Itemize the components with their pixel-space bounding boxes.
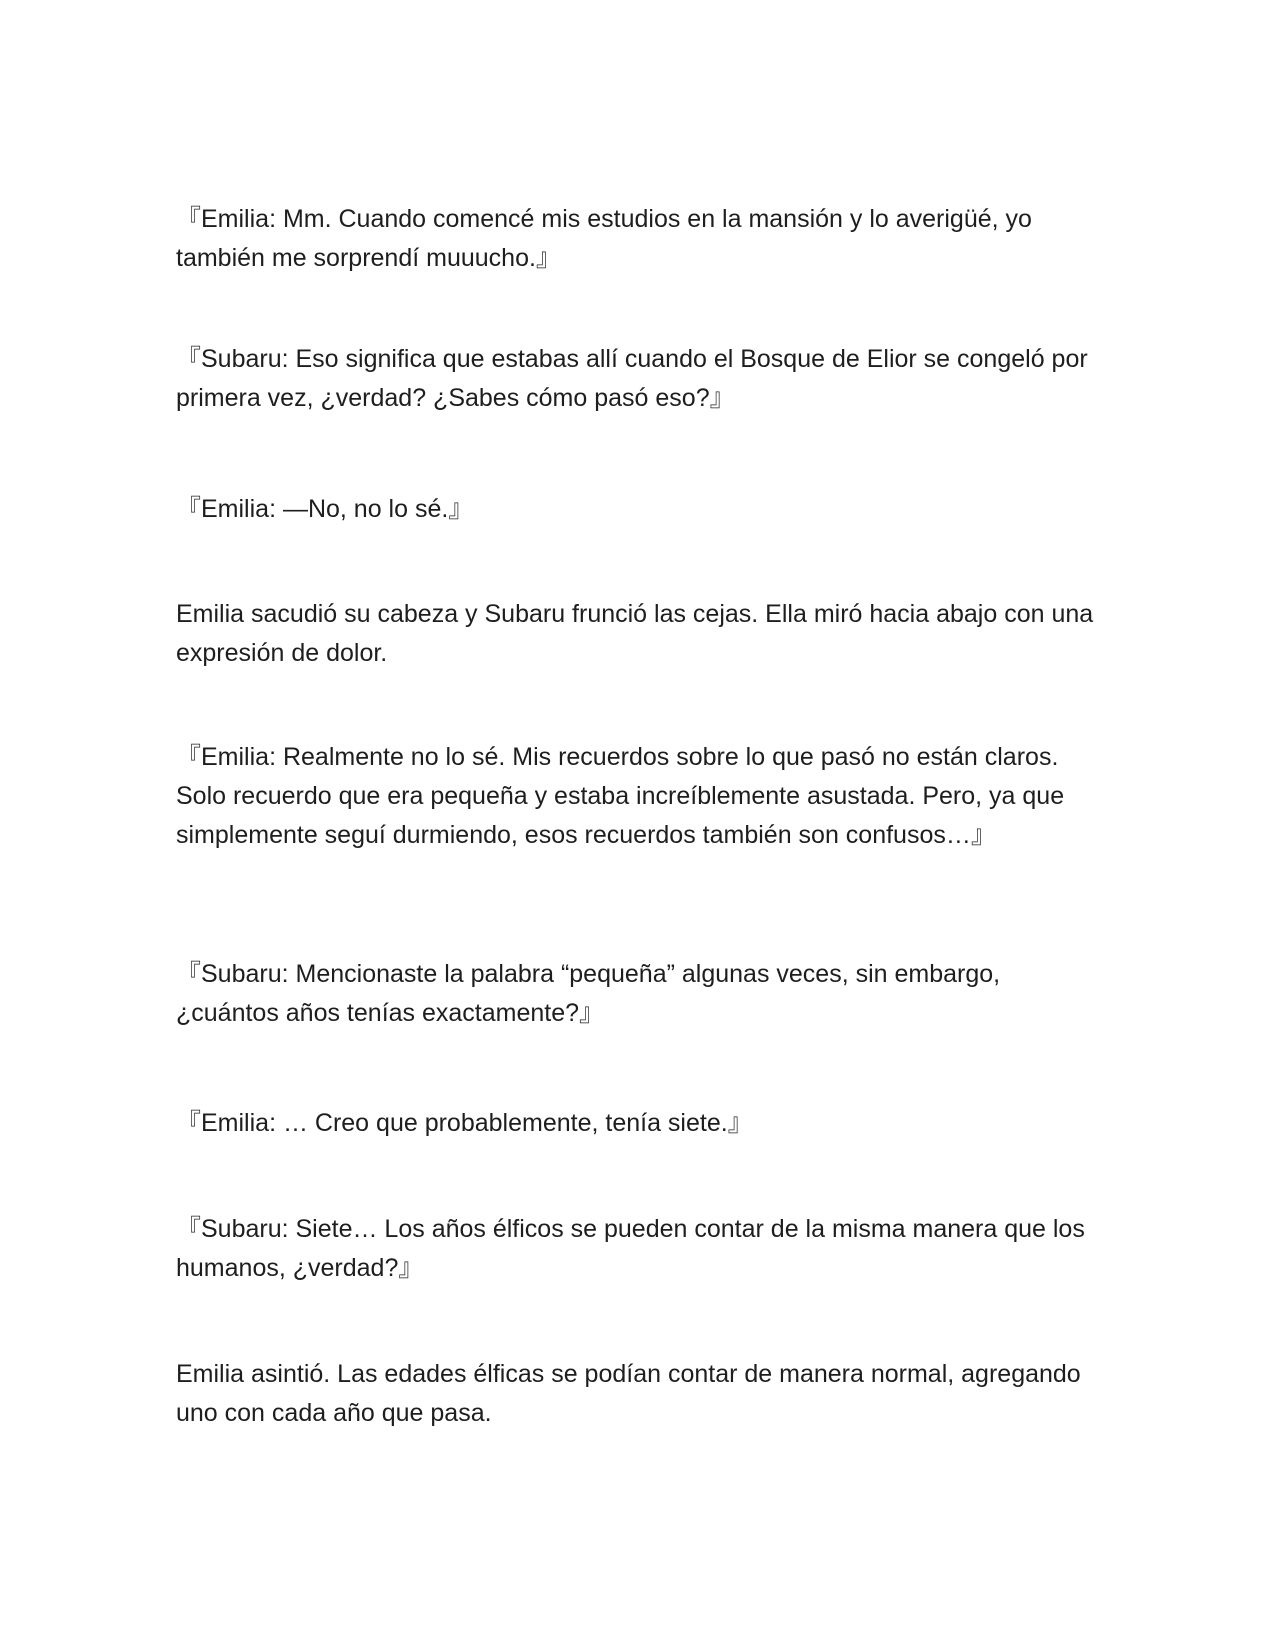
narration-emilia-nodded: Emilia asintió. Las edades élficas se podían contar de manera normal, agregando uno con cada año que pasa.	[176, 1360, 1081, 1427]
dialogue-subaru-age: 『Subaru: Mencionaste la palabra “pequeña” algunas veces, sin embargo, ¿cuántos años tenías exactamente?』	[176, 960, 1001, 1027]
dialogue-emilia-no: 『Emilia: —No, no lo sé.』	[176, 495, 474, 523]
dialogue-emilia-seven: 『Emilia: … Creo que probablemente, tenía siete.』	[176, 1109, 753, 1137]
dialogue-emilia-studies: 『Emilia: Mm. Cuando comencé mis estudios en la mansión y lo averigüé, yo también me sorprendí muuucho.』	[176, 205, 1032, 272]
narration-emilia-shook-head: Emilia sacudió su cabeza y Subaru frunció las cejas. Ella miró hacia abajo con una expresión de dolor.	[176, 600, 1094, 667]
dialogue-emilia-memories: 『Emilia: Realmente no lo sé. Mis recuerdos sobre lo que pasó no están claros. Solo recuerdo que era pequeña y estaba increíblemente asustada. Pero, ya que simplemente seguí durmiendo, esos recuerdos también son confusos…』	[176, 743, 1065, 849]
dialogue-subaru-elf-years: 『Subaru: Siete… Los años élficos se pueden contar de la misma manera que los humanos, ¿verdad?』	[176, 1215, 1085, 1282]
dialogue-subaru-forest: 『Subaru: Eso significa que estabas allí cuando el Bosque de Elior se congeló por primera vez, ¿verdad? ¿Sabes cómo pasó eso?』	[176, 345, 1088, 412]
